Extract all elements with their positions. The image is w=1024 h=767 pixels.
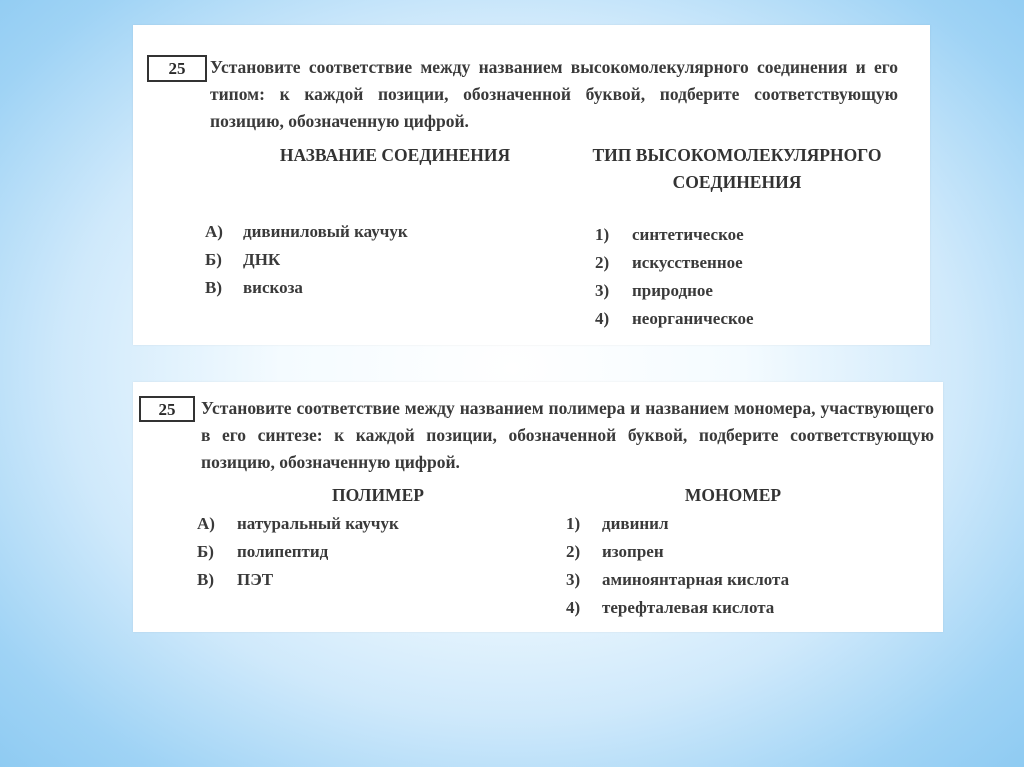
item-text: дивинил <box>602 514 669 533</box>
item-marker: 4) <box>566 598 581 617</box>
right-options-list <box>566 510 789 622</box>
item-text: синтетическое <box>632 225 744 244</box>
item-text: искусственное <box>632 253 743 272</box>
item-marker: А) <box>205 222 223 241</box>
list-item <box>205 274 408 302</box>
question-text: Установите соответствие между названием полимера и названием мономера, участвующего в его синтезе: к каждой позиции, обозначенной буквой, подберите соответствующую позицию, обозначенную цифрой. <box>201 398 934 472</box>
item-text: ДНК <box>243 250 281 269</box>
list-item <box>197 510 399 538</box>
item-marker: 2) <box>566 542 581 561</box>
item-marker: 2) <box>595 253 610 272</box>
item-text: ПЭТ <box>237 570 274 589</box>
item-marker: В) <box>197 570 214 589</box>
list-item <box>205 246 408 274</box>
list-item <box>566 566 789 594</box>
item-text: аминоянтарная кислота <box>602 570 790 589</box>
item-text: терефталевая кислота <box>602 598 775 617</box>
item-text: вискоза <box>243 278 303 297</box>
item-text: неорганическое <box>632 309 754 328</box>
right-column-header: ТИП ВЫСОКОМОЛЕКУЛЯРНОГО СОЕДИНЕНИЯ <box>592 145 882 192</box>
item-text: природное <box>632 281 713 300</box>
right-options-list <box>595 221 754 333</box>
item-marker: 1) <box>595 225 610 244</box>
list-item <box>197 538 399 566</box>
left-options-list <box>205 218 408 302</box>
item-marker: 1) <box>566 514 581 533</box>
question-text: Установите соответствие между названием высокомолекулярного соединения и его типом: к каждой позиции, обозначенной буквой, подберите соответствующую позицию, обозначенную цифрой. <box>210 57 898 131</box>
task-number: 25 <box>139 396 195 422</box>
item-marker: 3) <box>595 281 610 300</box>
left-column-header: НАЗВАНИЕ СОЕДИНЕНИЯ <box>279 145 511 165</box>
list-item <box>205 218 408 246</box>
left-column-header: ПОЛИМЕР <box>332 485 424 505</box>
list-item <box>566 538 789 566</box>
item-text: полипептид <box>237 542 329 561</box>
list-item <box>595 249 754 277</box>
item-marker: Б) <box>197 542 214 561</box>
list-item <box>566 510 789 538</box>
list-item <box>595 221 754 249</box>
list-item <box>197 566 399 594</box>
item-marker: Б) <box>205 250 222 269</box>
task-number: 25 <box>147 55 207 82</box>
item-marker: 4) <box>595 309 610 328</box>
task-card-1 <box>133 25 930 345</box>
task-card-2 <box>133 382 943 632</box>
list-item <box>566 594 789 622</box>
list-item <box>595 277 754 305</box>
left-options-list <box>197 510 399 594</box>
item-text: изопрен <box>602 542 664 561</box>
item-text: натуральный каучук <box>237 514 399 533</box>
item-text: дивиниловый каучук <box>243 222 408 241</box>
item-marker: А) <box>197 514 215 533</box>
item-marker: 3) <box>566 570 581 589</box>
list-item <box>595 305 754 333</box>
right-column-header: МОНОМЕР <box>684 485 782 505</box>
item-marker: В) <box>205 278 222 297</box>
